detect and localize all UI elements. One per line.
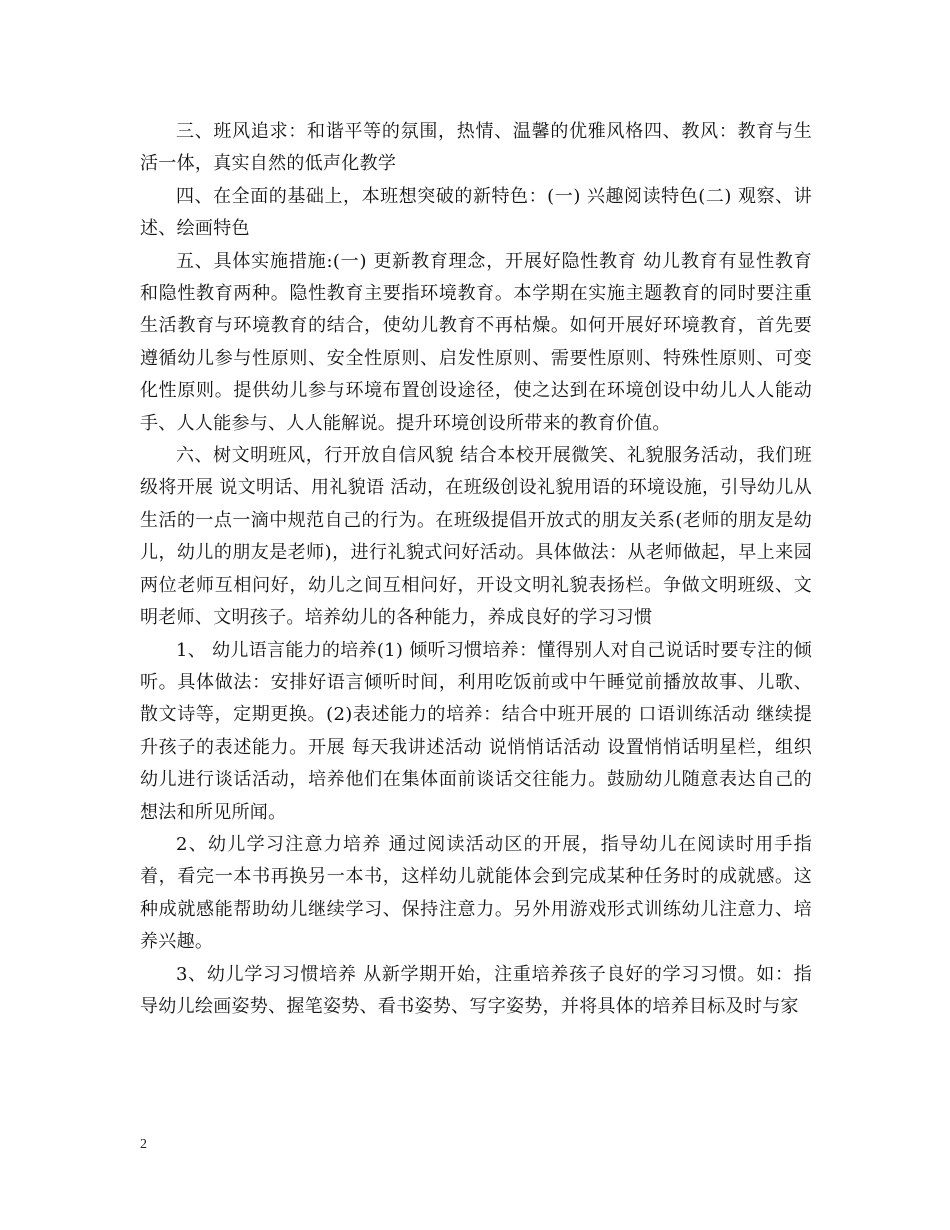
- paragraph-implementation-measures: 五、具体实施措施:(一) 更新教育理念，开展好隐性教育 幼儿教育有显性教育和隐性教育两种。隐性教育主要指环境教育。本学期在实施主题教育的同时要注重生活教育与环境教育的结合，使幼儿教育不再枯燥。如何开展好环境教育，首先要遵循幼儿参与性原则、安全性原则、启发性原则、需要性原则、特殊性原则、可变化性原则。提供幼儿参与环境布置创设途径，使之达到在环境创设中幼儿人人能动手、人人能参与、人人能解说。提升环境创设所带来的教育价值。: [140, 250, 812, 434]
- page-number: 2: [140, 1137, 147, 1152]
- paragraph-attention-training: 2、幼儿学习注意力培养 通过阅读活动区的开展，指导幼儿在阅读时用手指着，看完一本书再换另一本书，这样幼儿就能体会到完成某种任务时的成就感。这种成就感能帮助幼儿继续学习、保持注意力。另外用游戏形式训练幼儿注意力、培养兴趣。: [140, 833, 812, 953]
- paragraph-language-ability: 1、 幼儿语言能力的培养(1) 倾听习惯培养：懂得别人对自己说话时要专注的倾听。具体做法：安排好语言倾听时间，利用吃饭前或中午睡觉前播放故事、儿歌、散文诗等，定期更换。(2)表述能力的培养：结合中班开展的 口语训练活动 继续提升孩子的表述能力。开展 每天我讲述活动 说悄悄话活动 设置悄悄话明星栏，组织幼儿进行谈话活动，培养他们在集体面前谈话交往能力。鼓励幼儿随意表达自己的想法和所见所闻。: [140, 639, 812, 823]
- paragraph-class-style: 三、班风追求：和谐平等的氛围，热情、温馨的优雅风格四、教风：教育与生活一体，真实自然的低声化教学: [140, 121, 812, 175]
- paragraph-new-features: 四、在全面的基础上，本班想突破的新特色：(一) 兴趣阅读特色(二) 观察、讲述、绘画特色: [140, 185, 812, 240]
- paragraph-civilized-class: 六、树文明班风，行开放自信风貌 结合本校开展微笑、礼貌服务活动，我们班级将开展 说文明话、用礼貌语 活动，在班级创设礼貌用语的环境设施，引导幼儿从生活的一点一滴中规范自己的行为。在班级提倡开放式的朋友关系(老师的朋友是幼儿，幼儿的朋友是老师)，进行礼貌式问好活动。具体做法：从老师做起，早上来园两位老师互相问好，幼儿之间互相问好，开设文明礼貌表扬栏。争做文明班级、文明老师、文明孩子。培养幼儿的各种能力，养成良好的学习习惯: [140, 445, 812, 629]
- paragraph-study-habits: 3、幼儿学习习惯培养 从新学期开始，注重培养孩子良好的学习习惯。如：指导幼儿绘画姿势、握笔姿势、看书姿势、写字姿势，并将具体的培养目标及时与家: [140, 963, 812, 1017]
- document-body: [140, 116, 812, 1023]
